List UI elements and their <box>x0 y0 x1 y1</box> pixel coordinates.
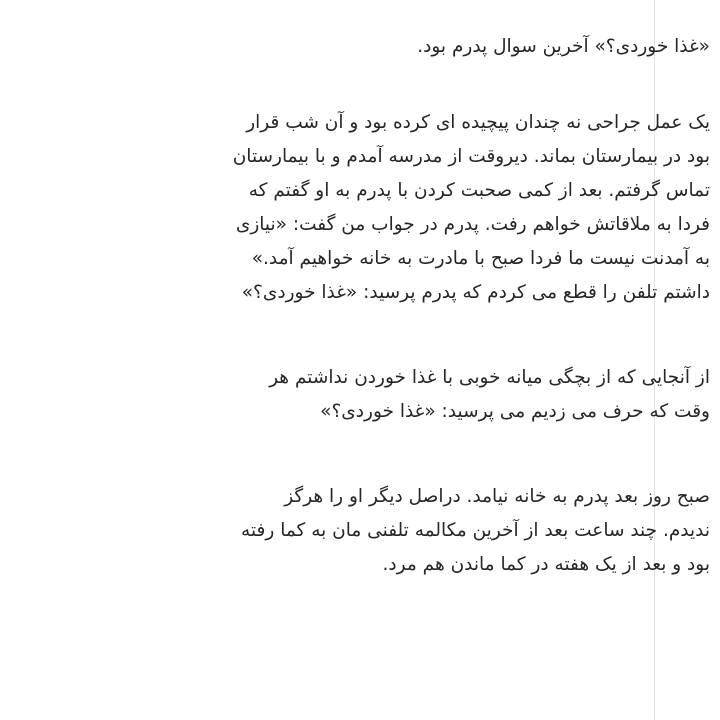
paragraph-1-line-1: «غذا خوردی؟» آخرین سوال پدرم بود. <box>417 36 710 57</box>
paragraph-2-line-3: تماس گرفتم. بعد از کمی صحبت کردن با پدرم به او گفتم که <box>248 180 710 201</box>
paragraph-4-line-1: صبح روز بعد پدرم به خانه نیامد. دراصل دیگر او را هرگز <box>284 486 710 507</box>
paragraph-2-line-1: یک عمل جراحی نه چندان پیچیده ای کرده بود و آن شب قرار <box>246 112 710 133</box>
paragraph-4-line-2: ندیدم. چند ساعت بعد از آخرین مکالمه تلفنی مان به کما رفته <box>241 520 710 541</box>
paragraph-2-line-2: بود در بیمارستان بماند. دیروقت از مدرسه آمدم و با بیمارستان <box>232 146 710 167</box>
paragraph-2-line-4: فردا به ملاقاتش خواهم رفت. پدرم در جواب من گفت: «نیازی <box>235 214 710 235</box>
paragraph-4-line-3: بود و بعد از یک هفته در کما ماندن هم مرد. <box>382 554 710 575</box>
paragraph-3-line-2: وقت که حرف می زدیم می پرسید: «غذا خوردی؟» <box>320 401 710 422</box>
paragraph-2-line-6: داشتم تلفن را قطع می کردم که پدرم پرسید: «غذا خوردی؟» <box>241 282 710 303</box>
paragraph-2-line-5: به آمدنت نیست ما فردا صبح با مادرت به خانه خواهیم آمد.» <box>251 248 710 269</box>
paragraph-3-line-1: از آنجایی که از بچگی میانه خوبی با غذا خوردن نداشتم هر <box>269 367 710 388</box>
